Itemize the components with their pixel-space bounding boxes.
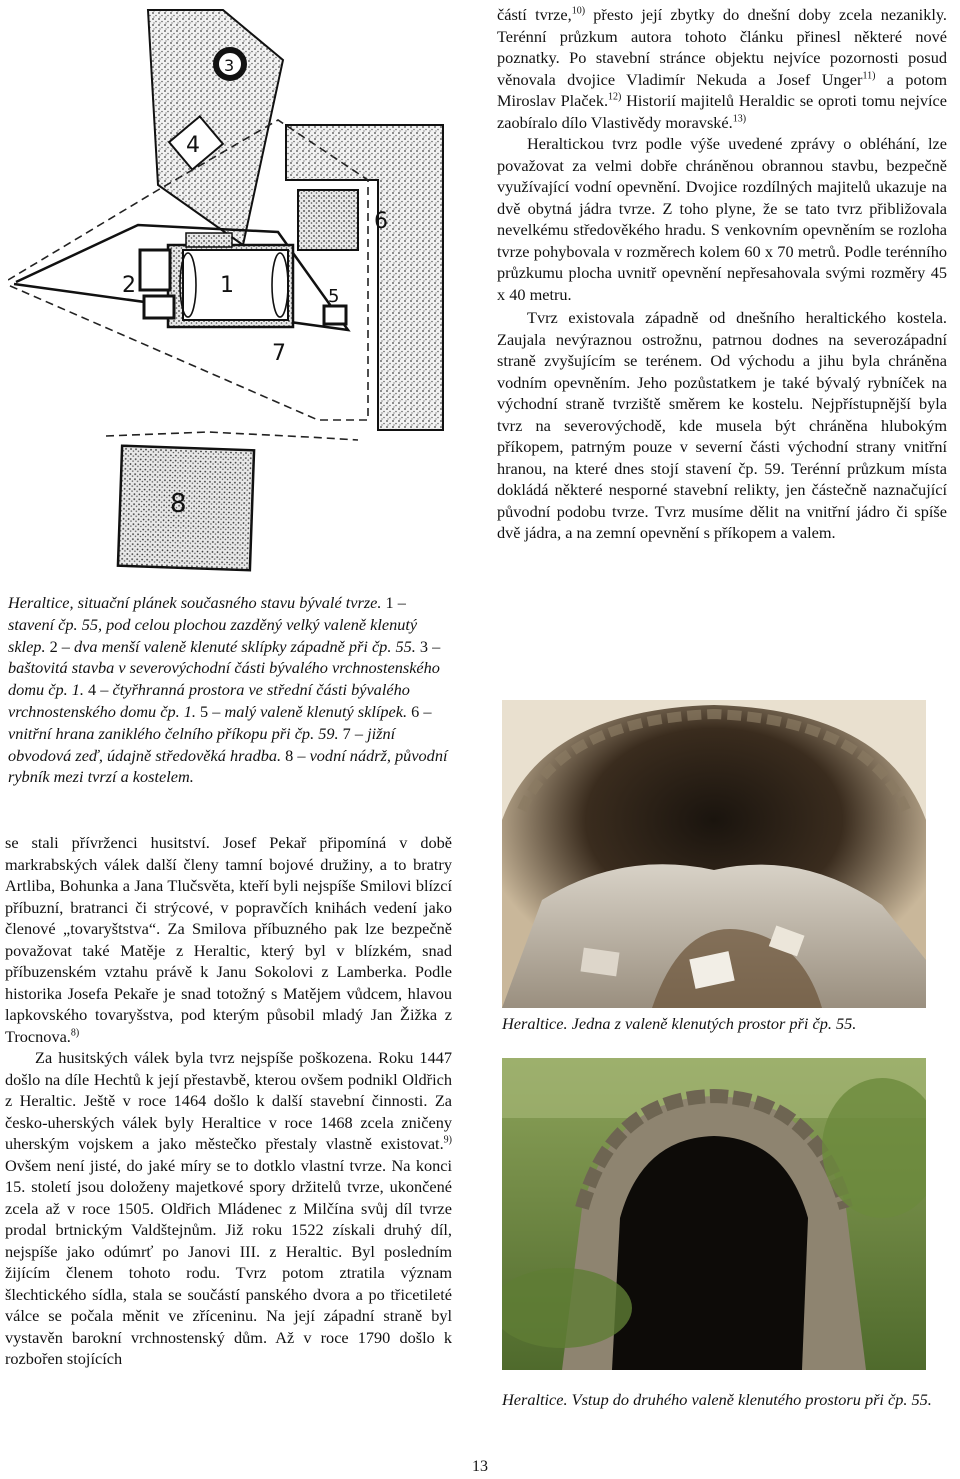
plan-label-7: 7	[272, 341, 286, 366]
plan-label-4: 4	[186, 133, 200, 158]
plan-label-1: 1	[220, 273, 234, 298]
plan-small-block	[298, 190, 358, 250]
site-plan-drawing	[8, 0, 448, 580]
body-paragraph-right-3: Tvrz existovala západně od dnešního heraltického kostela. Zaujala nevýraznou ostrožnu, patrnou dodnes na severozápadní straně zvyšujícím se terénem. Od východu a jihu byla chráněna vodním opevněním. Jeho pozůstatkem je také bývalý rybníček na východní straně tvrziště směrem ke kostelu. Nejpřístupnější byla tvrz na severovýchodě, kde musela být chráněna hlubokým příkopem, patrným pouze v severní části východní strany vnitřní hranou, na které dnes stojí stavení čp. 59. Terénní průzkum místa dokládá některé nesporné stavební relikty, jen částečně naznačující původní podobu tvrze. Tvrz musíme dělit na vnitřní jádro či spíše dvě jádra, a na zemní opevnění s příkopem a valem.	[497, 308, 947, 542]
plan-label-3: 3	[224, 56, 235, 75]
photo-vaulted-cellar	[502, 700, 926, 1008]
body-paragraph-left-1: se stali přívrženci husitství. Josef Pekař připomíná v době markrabských válek další členy tamní bojové družiny, a to bratry Artliba, Bohunka a Jana Tlučsvěta, kteří byli nejspíše Smilovi blízcí příbuzní, bratranci či strýcové, v popravčích knihách vedení jako členové „tovaryštstva“. Za Smilova příbuzného pak lze bezpečně považovat také Matěje z Heraltic, který byl v blízkém, snad příbuzenském vztahu právě k Janu Sokolovi z Lamberka. Podle historika Josefa Pekaře je snad totožný s Matějem vůdcem, hlavou lapkovského tovaryšstva, pod kterým působil mladý Jan Žižka z Trocnova.$^{8)}$	[5, 833, 452, 1046]
photo-vault-entrance	[502, 1058, 926, 1370]
photo-caption-2: Heraltice. Vstup do druhého valeně klenutého prostoru při čp. 55.	[502, 1390, 932, 1409]
plan-label-8: 8	[170, 489, 187, 519]
plan-label-5: 5	[328, 286, 340, 307]
plan-caption: Heraltice, situační plánek současného stavu bývalé tvrze. 1 – stavení čp. 55, pod celou plochou zazděný velký valeně klenutý sklep. 2 – dva menší valeně klenuté sklípky západně při čp. 55. 3 – baštovitá stavba v severovýchodní části bývalého vrchnostenského domu čp. 1. 4 – čtyřhranná prostora ve střední části bývalého vrchnostenského domu čp. 1. 5 – malý valeně klenutý sklípek. 6 – vnitřní hrana zaniklého čelního příkopu při čp. 59. 7 – jižní obvodová zeď, údajně středověká hradba. 8 – vodní nádrž, původní rybník mezi tvrzí a kostelem.	[8, 593, 448, 787]
plan-label-2: 2	[122, 273, 136, 298]
body-paragraph-left-2: Za husitských válek byla tvrz nejspíše poškozena. Roku 1447 došlo na díle Hechtů k její přestavbě, kterou ovšem podnikl Oldřich z Heraltic. Ještě v roce 1464 došlo k další stavební činnosti. Za česko-uherských válek byly Heraltice v roce 1468 zcela zničeny uherským vojskem a jako městečko přestaly vlastně existovat.$^{9)}$ Ovšem není jisté, do jaké míry se to dotklo vlastní tvrze. Na konci 15. století jsou doloženy majetkové spory držitelů tvrze, ukončené zcela až v roce 1505. Oldřich Mládenec z Milčína svůj díl tvrze prodal brtnickým Valdštejnům. Již roku 1522 získali druhý díl, nejspíše jako odúmrť po Janovi III. z Heraltic. Byl posledním žijícím členem tohoto rodu. Tvrz potom ztratila význam šlechtického sídla, stala se součástí panského dvora a po třicetileté válce se počala měnit ve zříceninu. Na její západní straně byl vystavěn barokní vrchnostenský dům. Až v roce 1790 došlo k rozbořen stojících	[5, 1048, 452, 1368]
body-paragraph-right-1: částí tvrze,$^{10)}$ přesto její zbytky do dnešní doby zcela nezanikly. Terénní průzkum autora tohoto článku přinesl některé nové poznatky. Po stavební stránce objektu nejvíce pozornosti posud věnovala dvojice Vladimír Nekuda a Josef Unger$^{11)}$ a potom Miroslav Plaček.$^{12)}$ Historií majitelů Heraldic se oproti tomu nejvíce zaobíralo dílo Vlastivědy moravské.$^{13)}$	[497, 5, 948, 132]
body-paragraph-right-2: Heraltickou tvrz podle výše uvedené zprávy o obléhání, lze považovat za velmi dobře chráněnou obrannou stavbu, bezpečně využívající vodní opevnění. Dvojice rozdílných majitelů ukazuje na dvě obytná jádra tvrze. Z toho plyne, že se tato tvrz přibližovala nevelkému středověkého hradu. S venkovním opevněním se rozloha tvrze pohybovala v rozměrech kolem 60 x 70 metrů. Podle terénního průzkumu plocha uvnitř opevnění nepřesahovala svými rozměry 45 x 40 metru.	[497, 134, 947, 304]
page-number: 13	[472, 1458, 488, 1475]
plan-building-1	[148, 10, 283, 245]
plan-label-6: 6	[374, 209, 388, 234]
photo-caption-1: Heraltice. Jedna z valeně klenutých prostor při čp. 55.	[502, 1014, 857, 1033]
